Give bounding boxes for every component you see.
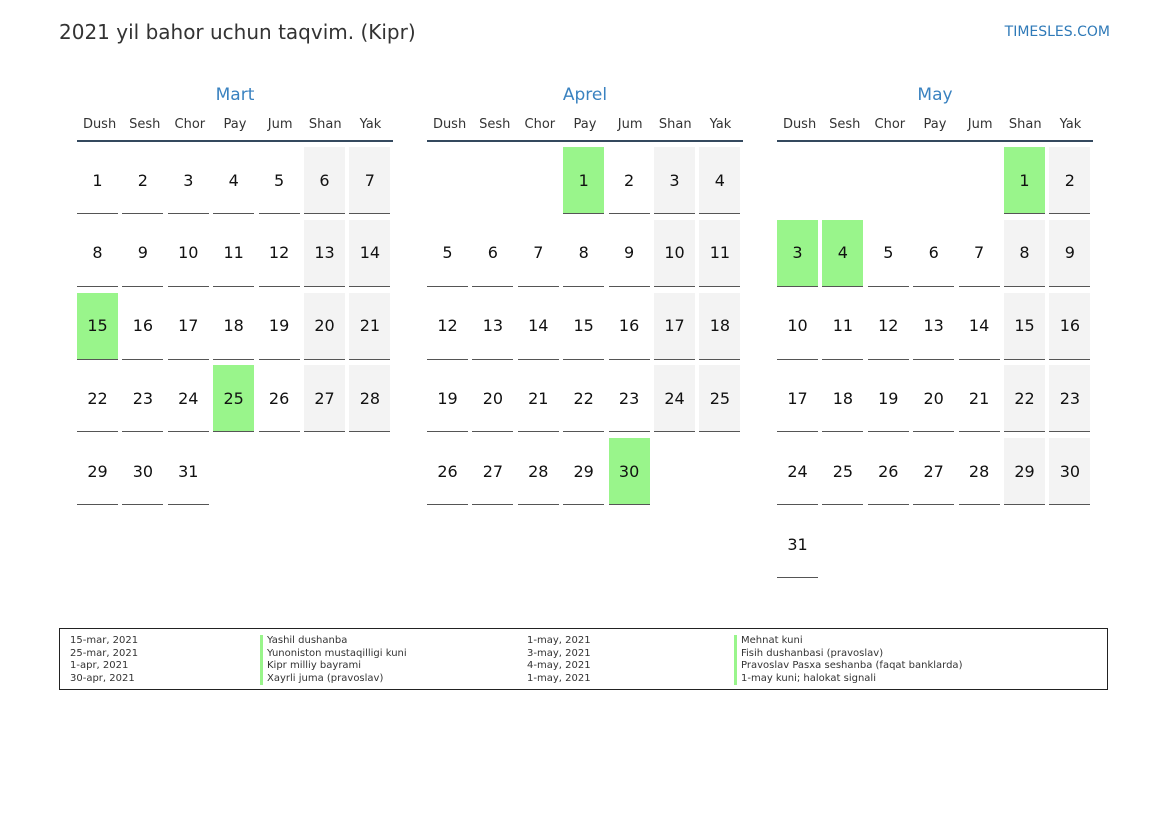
day-cell: 20 <box>472 365 513 432</box>
day-cell: 6 <box>304 147 345 214</box>
day-cell: 17 <box>168 293 209 360</box>
day-cell: 23 <box>122 365 163 432</box>
day-cell: 11 <box>699 220 740 287</box>
day-cell: 16 <box>609 293 650 360</box>
legend-date: 1-may, 2021 <box>527 635 591 646</box>
day-cell: 2 <box>609 147 650 214</box>
weekday-label: Yak <box>1059 117 1082 132</box>
legend-date: 1-may, 2021 <box>527 672 591 684</box>
day-cell: 5 <box>868 220 909 287</box>
day-cell: 30 <box>122 438 163 505</box>
day-cell: 22 <box>563 365 604 432</box>
weekday-label: Chor <box>874 117 906 132</box>
legend-date: 1-apr, 2021 <box>70 660 129 671</box>
day-cell: 12 <box>259 220 300 287</box>
legend-holiday-name: 1-may kuni; halokat signali <box>734 673 962 686</box>
day-cell: 24 <box>777 438 818 505</box>
holiday-legend <box>59 628 1108 690</box>
day-cell: 15 <box>563 293 604 360</box>
day-cell: 14 <box>959 293 1000 360</box>
day-cell: 18 <box>822 365 863 432</box>
legend-holiday-name: Fisih dushanbasi (pravoslav) <box>734 648 962 661</box>
weekday-label: Sesh <box>829 117 861 132</box>
legend-date: 30-apr, 2021 <box>70 672 135 684</box>
day-cell: 24 <box>654 365 695 432</box>
weekday-label: Pay <box>923 117 947 132</box>
day-cell: 10 <box>168 220 209 287</box>
day-cell: 10 <box>654 220 695 287</box>
day-cell: 3 <box>654 147 695 214</box>
weekday-label: Yak <box>359 117 382 132</box>
day-cell: 14 <box>518 293 559 360</box>
day-cell: 29 <box>1004 438 1045 505</box>
day-cell: 10 <box>777 293 818 360</box>
day-cell: 31 <box>168 438 209 505</box>
month-title: May <box>917 85 953 105</box>
day-cell: 8 <box>77 220 118 287</box>
day-cell: 21 <box>349 293 390 360</box>
day-cell: 22 <box>1004 365 1045 432</box>
day-cell: 7 <box>518 220 559 287</box>
legend-date: 25-mar, 2021 <box>70 647 139 659</box>
day-cell: 17 <box>777 365 818 432</box>
day-cell: 22 <box>77 365 118 432</box>
day-cell: 6 <box>913 220 954 287</box>
legend-dates-left <box>70 635 138 685</box>
day-cell: 3 <box>168 147 209 214</box>
day-cell: 18 <box>699 293 740 360</box>
day-cell: 28 <box>959 438 1000 505</box>
month-aprel <box>427 84 743 481</box>
day-cell: 28 <box>518 438 559 505</box>
day-cell: 19 <box>259 293 300 360</box>
weekday-label: Sesh <box>479 117 511 132</box>
legend-names-left <box>260 635 407 685</box>
day-cell: 21 <box>518 365 559 432</box>
legend-dates-right <box>527 635 591 685</box>
day-cell: 25 <box>699 365 740 432</box>
day-cell: 18 <box>213 293 254 360</box>
day-cell: 23 <box>609 365 650 432</box>
weekday-label: Jum <box>267 117 293 132</box>
legend-holiday-name: Xayrli juma (pravoslav) <box>260 673 407 686</box>
month-title: Aprel <box>562 85 608 105</box>
day-cell: 29 <box>563 438 604 505</box>
day-cell: 27 <box>913 438 954 505</box>
day-cell: 15 <box>1004 293 1045 360</box>
day-cell: 8 <box>1004 220 1045 287</box>
day-cell: 17 <box>654 293 695 360</box>
weekday-label: Jum <box>967 117 993 132</box>
legend-holiday-name: Kipr milliy bayrami <box>260 660 407 673</box>
holiday-day-cell: 4 <box>822 220 863 287</box>
day-cell: 12 <box>427 293 468 360</box>
day-cell: 5 <box>259 147 300 214</box>
legend-holiday-name: Yunoniston mustaqilligi kuni <box>260 648 407 661</box>
day-cell: 6 <box>472 220 513 287</box>
day-cell: 20 <box>304 293 345 360</box>
day-cell: 12 <box>868 293 909 360</box>
day-cell: 21 <box>959 365 1000 432</box>
legend-holiday-name: Yashil dushanba <box>260 635 407 648</box>
day-cell: 13 <box>304 220 345 287</box>
day-cell: 29 <box>77 438 118 505</box>
day-cell: 13 <box>472 293 513 360</box>
day-cell: 1 <box>77 147 118 214</box>
weekday-label: Yak <box>709 117 732 132</box>
day-cell: 4 <box>213 147 254 214</box>
day-cell: 26 <box>868 438 909 505</box>
weekday-label: Dush <box>432 117 467 132</box>
day-cell: 8 <box>563 220 604 287</box>
day-cell: 14 <box>349 220 390 287</box>
day-cell: 11 <box>213 220 254 287</box>
day-cell: 30 <box>1049 438 1090 505</box>
holiday-day-cell: 15 <box>77 293 118 360</box>
weekday-label: Dush <box>82 117 117 132</box>
day-cell: 23 <box>1049 365 1090 432</box>
holiday-day-cell: 3 <box>777 220 818 287</box>
day-cell: 26 <box>259 365 300 432</box>
weekday-label: Chor <box>524 117 556 132</box>
day-cell: 26 <box>427 438 468 505</box>
month-title: Mart <box>215 85 255 105</box>
day-cell: 28 <box>349 365 390 432</box>
weekday-header <box>777 114 1093 142</box>
weekday-label: Pay <box>223 117 247 132</box>
day-cell: 9 <box>609 220 650 287</box>
weekday-label: Pay <box>573 117 597 132</box>
legend-holiday-name: Pravoslav Pasxa seshanba (faqat banklarda) <box>734 660 962 673</box>
weekday-label: Shan <box>658 117 692 132</box>
weekday-header <box>77 114 393 142</box>
day-cell: 5 <box>427 220 468 287</box>
page-title: 2021 yil bahor uchun taqvim. (Kipr) <box>59 20 416 44</box>
day-cell: 7 <box>959 220 1000 287</box>
month-mart <box>77 84 393 481</box>
holiday-day-cell: 25 <box>213 365 254 432</box>
day-cell: 16 <box>122 293 163 360</box>
legend-holiday-name: Mehnat kuni <box>734 635 962 648</box>
legend-date: 4-may, 2021 <box>527 660 591 671</box>
weekday-label: Dush <box>782 117 817 132</box>
day-cell: 9 <box>122 220 163 287</box>
holiday-day-cell: 30 <box>609 438 650 505</box>
legend-date: 15-mar, 2021 <box>70 635 139 646</box>
day-cell: 4 <box>699 147 740 214</box>
day-cell: 11 <box>822 293 863 360</box>
day-cell: 20 <box>913 365 954 432</box>
holiday-day-cell: 1 <box>1004 147 1045 214</box>
legend-names-right <box>734 635 962 685</box>
day-cell: 27 <box>472 438 513 505</box>
site-link[interactable]: TIMESLES.COM <box>1004 24 1110 40</box>
day-cell: 2 <box>122 147 163 214</box>
day-cell: 31 <box>777 511 818 578</box>
day-cell: 13 <box>913 293 954 360</box>
day-cell: 7 <box>349 147 390 214</box>
legend-date: 3-may, 2021 <box>527 647 591 659</box>
day-cell: 25 <box>822 438 863 505</box>
day-cell: 16 <box>1049 293 1090 360</box>
day-cell: 24 <box>168 365 209 432</box>
weekday-label: Sesh <box>129 117 161 132</box>
day-cell: 19 <box>868 365 909 432</box>
weekday-label: Shan <box>308 117 342 132</box>
day-cell: 27 <box>304 365 345 432</box>
holiday-day-cell: 1 <box>563 147 604 214</box>
weekday-label: Shan <box>1008 117 1042 132</box>
weekday-header <box>427 114 743 142</box>
month-may <box>777 84 1093 554</box>
weekday-label: Chor <box>174 117 206 132</box>
weekday-label: Jum <box>617 117 643 132</box>
day-cell: 19 <box>427 365 468 432</box>
day-cell: 9 <box>1049 220 1090 287</box>
day-cell: 2 <box>1049 147 1090 214</box>
